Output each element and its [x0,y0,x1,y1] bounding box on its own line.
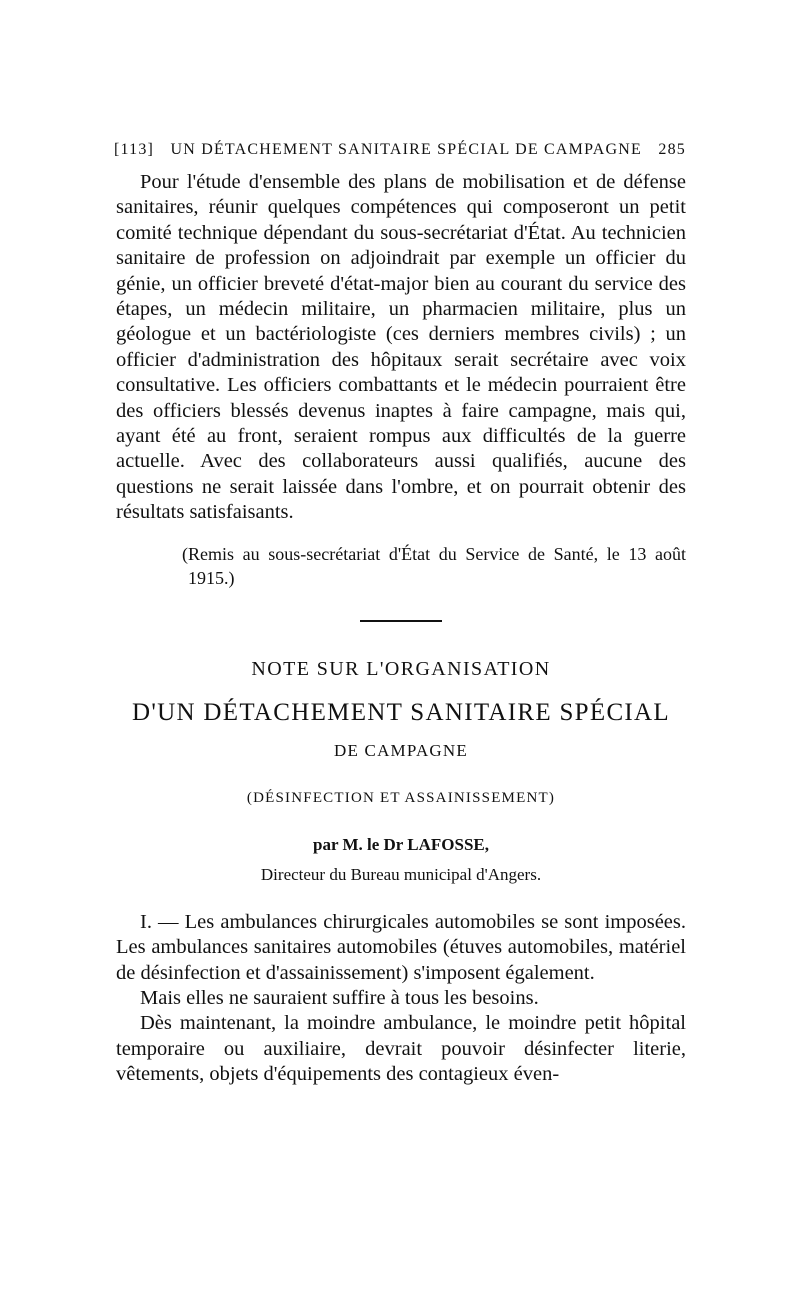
author-affiliation: Directeur du Bureau municipal d'Angers. [260,864,542,884]
body-paragraph-continued: Pour l'étude d'ensemble des plans de mobilisation et de défense sanitaires, réunir quelques compétences qui composeront un petit comité technique dépendant du sous-secrétariat d'État. Au technicien sanitaire de profession on adjoindrait par exemple un officier du génie, un officier breveté d'état-major bien au courant du service des étapes, un médecin militaire, un pharmacien militaire, plus un géologue et un bactériologiste (ces derniers membres civils) ; un officier d'administration des hôpitaux serait secrétaire avec voix consultative. Les officiers combattants et le médecin pourraient être des officiers blessés devenus inaptes à faire campagne, mais qui, ayant été au front, seraient rompus aux difficultés de la guerre actuelle. Avec des collaborateurs aussi qualifiés, aucune des questions ne serait laissée dans l'ombre, et on pourrait obtenir des résultats satisfaisants. [116,171,686,524]
running-head [114,140,686,160]
section-paragraph-3: Dès maintenant, la moindre ambulance, le moindre petit hôpital temporaire ou auxiliaire, devrait pouvoir désinfecter literie, vêtements, objets d'équipements des contagieux éven- [116,1012,686,1086]
note-title-line-1: NOTE SUR L'ORGANISATION [251,657,551,680]
header-left-marker: [113] [114,141,155,158]
section-paragraph-2: Mais elles ne sauraient suffire à tous les besoins. [140,986,539,1009]
section-paragraph-1: I. — Les ambulances chirurgicales automobiles se sont imposées. Les ambulances sanitaires automobiles (étuves automobiles, matériel de désinfection et d'assainissement) s'imposent également. [116,910,686,984]
submission-remark: (Remis au sous-secrétariat d'État du Service de Santé, le 13 août 1915.) [182,543,686,588]
note-title-line-2: D'UN DÉTACHEMENT SANITAIRE SPÉCIAL [132,698,670,726]
page-number: 285 [658,141,686,158]
section-divider [360,620,442,622]
author-line: par M. le Dr LAFOSSE, [313,834,489,854]
header-title: UN DÉTACHEMENT SANITAIRE SPÉCIAL DE CAMPAGNE [170,141,642,158]
note-subtitle: (DÉSINFECTION ET ASSAINISSEMENT) [246,789,556,806]
document-page [116,140,686,1088]
note-title-line-3: DE CAMPAGNE [334,740,468,760]
